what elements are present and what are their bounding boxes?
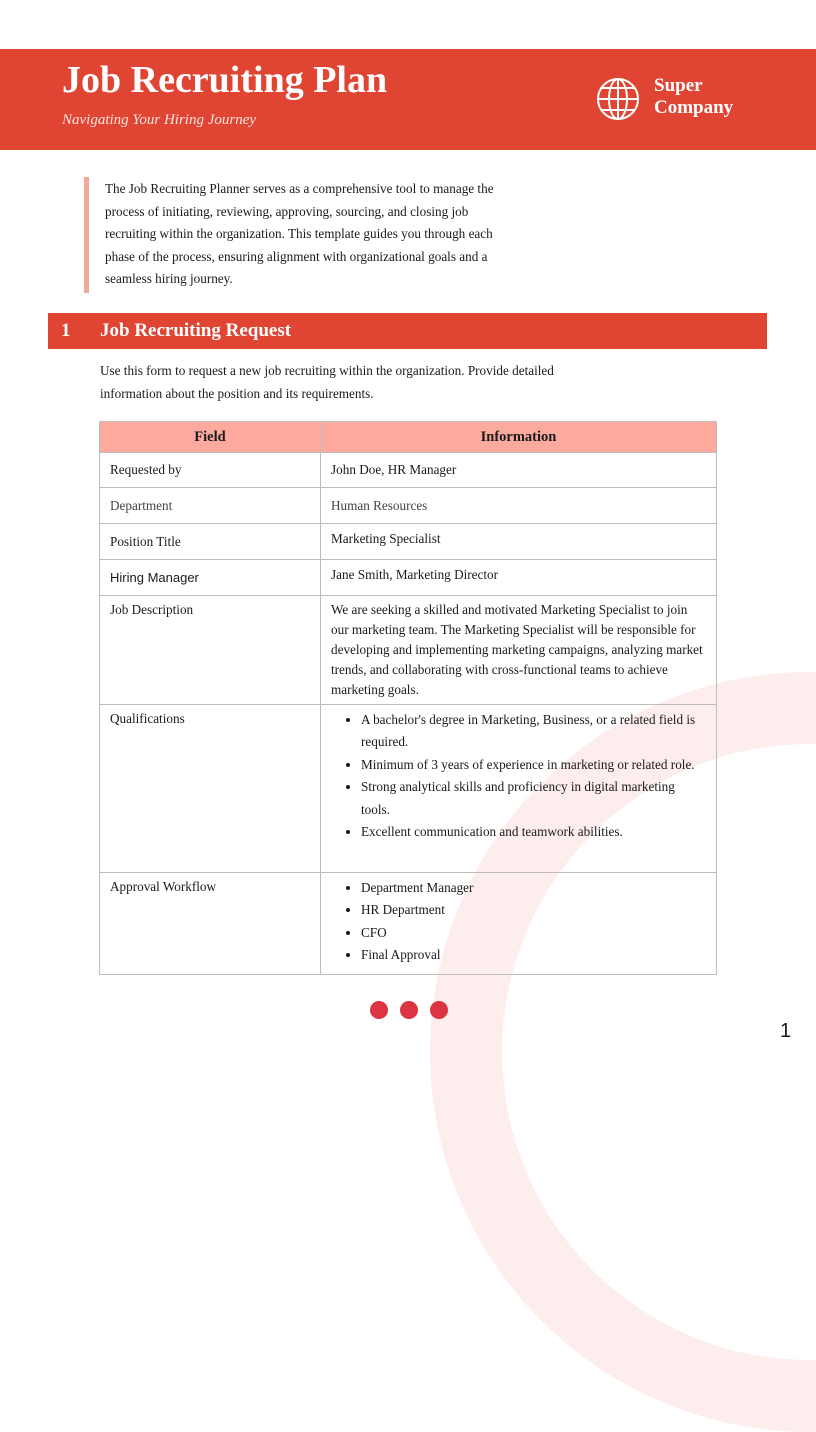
intro-text: The Job Recruiting Planner serves as a comprehensive tool to manage the process of initiating, reviewing, approving, sourcing, and closing job recruiting within the organization. This template guides you through each phase of the process, ensuring alignment with organizational goals and a seamless hiring journey. — [105, 181, 494, 287]
table-header-row — [100, 422, 717, 453]
table-row — [100, 560, 717, 596]
dot-decoration — [430, 1001, 448, 1019]
field-value: Marketing Specialist — [321, 524, 717, 560]
intro-callout — [84, 177, 514, 293]
list-item: • A bachelor's degree in Marketing, Business, or a related field is required. — [361, 709, 706, 754]
table-row — [100, 596, 717, 705]
field-value-list — [321, 873, 717, 975]
dot-decoration — [370, 1001, 388, 1019]
globe-icon — [596, 77, 640, 121]
section-number: 1 — [61, 320, 71, 341]
company-name-line1: Super — [654, 75, 703, 96]
table-row — [100, 524, 717, 560]
table-row — [100, 705, 717, 873]
dot-decoration — [400, 1001, 418, 1019]
list-item: • Minimum of 3 years of experience in marketing or related role. — [361, 754, 706, 776]
field-value: Jane Smith, Marketing Director — [321, 560, 717, 596]
section-title: Job Recruiting Request — [100, 320, 292, 341]
section-heading — [48, 313, 767, 349]
field-label: Requested by — [100, 453, 321, 488]
qualifications-list — [331, 709, 706, 843]
table-row — [100, 488, 717, 524]
page-title: Job Recruiting Plan — [62, 59, 388, 101]
job-request-table — [99, 421, 717, 975]
list-item: • Excellent communication and teamwork abilities. — [361, 821, 706, 843]
page-number: 1 — [780, 1020, 792, 1042]
field-label: Position Title — [100, 524, 321, 560]
table-row — [100, 873, 717, 975]
company-name-line2: Company — [654, 97, 734, 118]
field-label: Approval Workflow — [100, 873, 321, 975]
list-item: • CFO — [361, 922, 706, 944]
field-value: Human Resources — [321, 488, 717, 524]
column-header-information: Information — [321, 422, 717, 453]
field-value-list — [321, 705, 717, 873]
list-item: • Final Approval — [361, 944, 706, 966]
table-row — [100, 453, 717, 488]
list-item: • Strong analytical skills and proficiency in digital marketing tools. — [361, 776, 706, 821]
field-value: We are seeking a skilled and motivated Marketing Specialist to join our marketing team. The Marketing Specialist will be responsible for developing and implementing marketing campaigns, analyzing market trends, and collaborating with cross-functional teams to achieve marketing goals. — [321, 596, 717, 705]
field-label: Department — [100, 488, 321, 524]
company-name — [654, 75, 733, 119]
page-subtitle: Navigating Your Hiring Journey — [62, 112, 257, 128]
column-header-field: Field — [100, 422, 321, 453]
list-item: • Department Manager — [361, 877, 706, 899]
list-item: • HR Department — [361, 899, 706, 921]
page-header — [0, 49, 816, 150]
field-value: John Doe, HR Manager — [321, 453, 717, 488]
approval-workflow-list — [331, 877, 706, 967]
field-label: Job Description — [100, 596, 321, 705]
page-dots-decoration — [370, 1001, 448, 1019]
field-label: Hiring Manager — [100, 560, 321, 596]
field-label: Qualifications — [100, 705, 321, 873]
section-description: Use this form to request a new job recruiting within the organization. Provide detailed information about the position and its requirements. — [100, 363, 554, 401]
